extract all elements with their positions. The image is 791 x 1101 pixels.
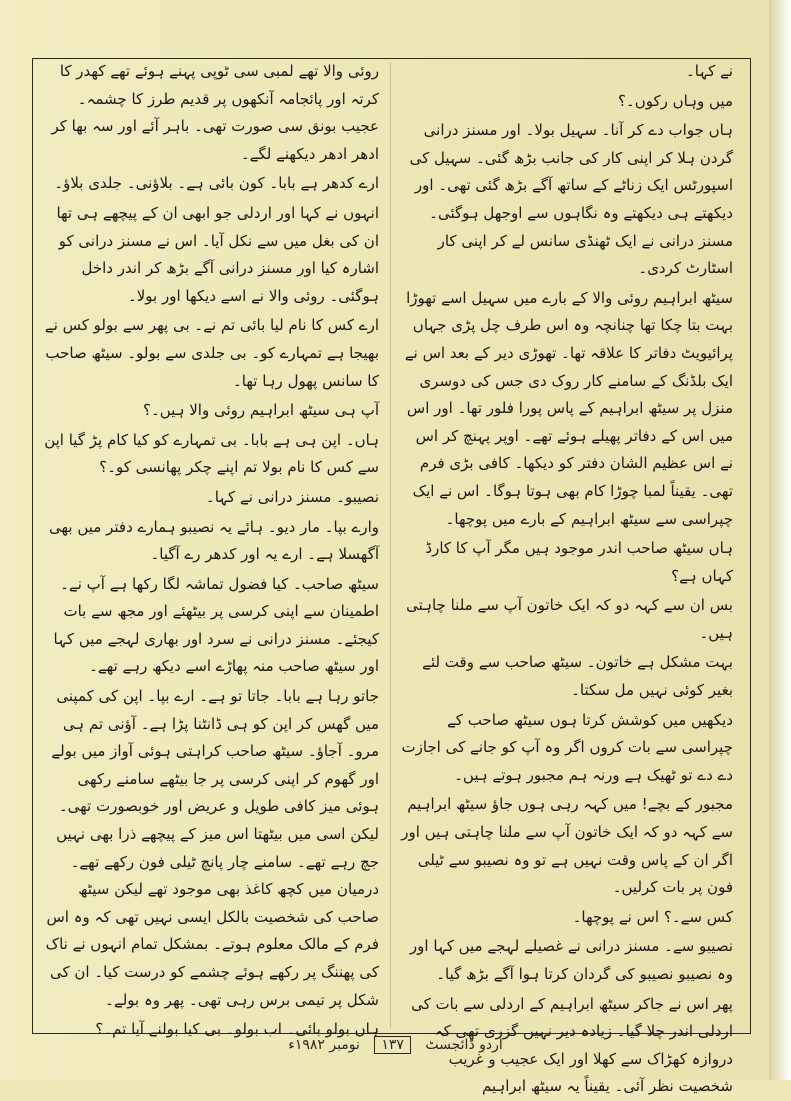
paragraph: ہاں۔ اپن ہی ہے بابا۔ بی تمہارے کو کیا کام پڑ گیا اپن سے کس کا نام بولا تم اپنے چکر پھانسی کو۔؟ — [44, 430, 379, 477]
paragraph: جاتو رہا ہے بابا۔ جاتا تو ہے۔ ارے بپا۔ اپن کی کمپنی میں گھس کر اپن کو ہی ڈانٹنا پڑا ہے۔ آؤنی تم ہی مرو۔ آجاؤ۔ سیٹھ صاحب کراہتی ہوئی آواز میں بولے اور گھوم کر اپنی کرسی پر جا بیٹھے سامنے رکھی ہوئی میز کافی طویل و عریض اور خوبصورت تھی۔ لیکن اسی میں بیٹھتا اس میز کے پیچھے ذرا بھی نہیں جچ رہے تھے۔ سامنے چار پانچ ٹیلی فون رکھے تھے۔ درمیان میں کچھ کاغذ بھی موجود تھے لیکن سیٹھ صاحب کی شخصیت بالکل ایسی نہیں تھی کہ وہ اس فرم کے مالک معلوم ہوتے۔ بمشکل تمام انہوں نے ناک کی پھننگ پر رکھے ہوئے چشمے کو درست کیا۔ ان کی شکل پر تیمی برس رہی تھی۔ پھر وہ بولے۔ — [45, 687, 379, 1009]
paragraph: نصیبو سے۔ مسنز درانی نے غصیلے لہجے میں کہا اور وہ نصیبو نصیبو کی گردان کرتا ہوا آگے بڑھ گیا۔ — [409, 937, 733, 983]
paragraph: نصیبو۔ مسنز درانی نے کہا۔ — [205, 487, 379, 506]
paragraph: دیکھیں میں کوشش کرتا ہوں سیٹھ صاحب کے چپراسی سے بات کروں اگر وہ آپ کو جانے کی اجازت دے دے تو ٹھیک ہے ورنہ ہم مجبور ہوتے ہیں۔ — [401, 710, 733, 784]
paragraph: کس سے۔؟ اس نے پوچھا۔ — [572, 907, 733, 926]
left-column — [44, 58, 379, 1039]
paragraph: بس ان سے کہہ دو کہ ایک خاتون آپ سے ملنا چاہتی ہیں۔ — [406, 596, 733, 642]
page-edge — [769, 0, 791, 1080]
paragraph: نے کہا۔ — [685, 62, 733, 80]
paragraph: ارے کدھر ہے بابا۔ کون بائی ہے۔ بلاؤنی۔ جلدی بلاؤ۔ — [54, 174, 379, 193]
paragraph: وارے بپا۔ مار دیو۔ ہائے یہ نصیبو ہمارے دفتر میں بھی آگھسلا ہے۔ ارے یہ اور کدھر رے آگیا۔ — [49, 517, 379, 564]
paragraph: انہوں نے کہا اور اردلی جو ابھی ان کے پیچھے ہی تھا ان کی بغل میں سے نکل آیا۔ اس نے مسنز درانی کو اشارہ کیا اور مسنز درانی آگے بڑھ کر اندر داخل ہوگئی۔ روئی والا نے اسے دیکھا اور بولا۔ — [56, 203, 379, 305]
paragraph: آپ ہی سیٹھ ابراہیم روئی والا ہیں۔؟ — [143, 401, 379, 420]
paragraph: سیٹھ صاحب۔ کیا فضول تماشہ لگا رکھا ہے آپ نے۔ اطمینان سے اپنی کرسی پر بیٹھئے اور مجھ سے بات کیجئے۔ مسنز درانی نے سرد اور بھاری لہجے میں کہا اور سیٹھ صاحب منہ پھاڑے اسے دیکھ رہے تھے۔ — [53, 574, 379, 676]
paragraph: ہاں جواب دے کر آنا۔ سہیل بولا۔ اور مسنز درانی گردن ہلا کر اپنی کار کی جانب بڑھ گئی۔ سہیل کی اسپورٹس ایک زناٹے کے ساتھ آگے بڑھ گئی تھی۔ اور دیکھتے ہی دیکھتے وہ نگاہوں سے اوجھل ہوگئی۔ مسنز درانی نے ایک ٹھنڈی سانس لے کر اپنی کار اسٹارٹ کردی۔ — [409, 121, 733, 278]
page-footer — [0, 1036, 791, 1054]
column-divider — [390, 62, 391, 1028]
paragraph: ہاں سیٹھ صاحب اندر موجود ہیں مگر آپ کا کارڈ کہاں ہے؟ — [425, 539, 733, 585]
paragraph: روئی والا تھے لمبی سی ٹوپی پہنے ہوئے تھے کھدر کا کرتہ اور پائجامہ آنکھوں پر قدیم طرز کا چشمہ۔ عجیب بونق سی صورت تھی۔ باہر آئے اور سہ بھا کر ادھر ادھر دیکھنے لگے۔ — [51, 62, 379, 163]
paragraph: میں وہاں رکوں۔؟ — [617, 91, 733, 110]
magazine-name: اردو ڈائجسٹ — [425, 1037, 503, 1053]
paragraph: پھر اس نے جاکر سیٹھ ابراہیم کے اردلی سے بات کی اردلی اندر چلا گیا۔ زیادہ دیر نہیں گزری تھی کہ دروازہ کھڑاک سے کھلا اور ایک عجیب و غریب شخصیت نظر آئی۔ یقیناً یہ سیٹھ ابراہیم — [411, 994, 733, 1096]
paragraph: مجبور کے بچے! میں کہہ رہی ہوں جاؤ سیٹھ ابراہیم سے کہہ دو کہ ایک خاتون آپ سے ملنا چاہتی ہیں اور اگر ان کے پاس وقت نہیں ہے تو وہ نصیبو سے ٹیلی فون پر بات کرلیں۔ — [401, 795, 733, 897]
paragraph: سیٹھ ابراہیم روئی والا کے بارے میں سہیل اسے تھوڑا بہت بتا چکا تھا چنانچہ وہ اس طرف چل پڑی جہاں پرائیویٹ دفاتر کا علاقہ تھا۔ تھوڑی دیر کے بعد اس نے ایک بلڈنگ کے سامنے کار روک دی جس کی دوسری منزل پر سیٹھ ابراہیم کے پاس پورا فلور تھا۔ اور اس میں اس کے دفاتر پھیلے ہوئے تھے۔ اوپر پہنچ کر اس نے اس عظیم الشان دفتر کو دیکھا۔ کافی بڑی فرم تھی۔ یقیناً لمبا چوڑا کام بھی ہوتا ہوگا۔ اس نے ایک چپراسی سے سیٹھ ابراہیم کے بارے میں پوچھا۔ — [404, 288, 733, 528]
page-number: ۱۳۷ — [374, 1036, 411, 1054]
paragraph: ارے کس کا نام لیا بائی تم نے۔ بی پھر سے بولو کس نے بھیجا ہے تمہارے کو۔ بی جلدی سے بولو۔ سیٹھ صاحب کا سانس پھول رہا تھا۔ — [44, 316, 379, 390]
issue-date: نومبر ۱۹۸۲ء — [288, 1037, 360, 1053]
paragraph: بہت مشکل ہے خاتون۔ سیٹھ صاحب سے وقت لئے بغیر کوئی نہیں مل سکتا۔ — [422, 653, 733, 700]
paragraph: ہاں بولو بائی۔ اب بولو۔ بی کیا بولنے آیا تم۔؟ — [95, 1020, 379, 1039]
